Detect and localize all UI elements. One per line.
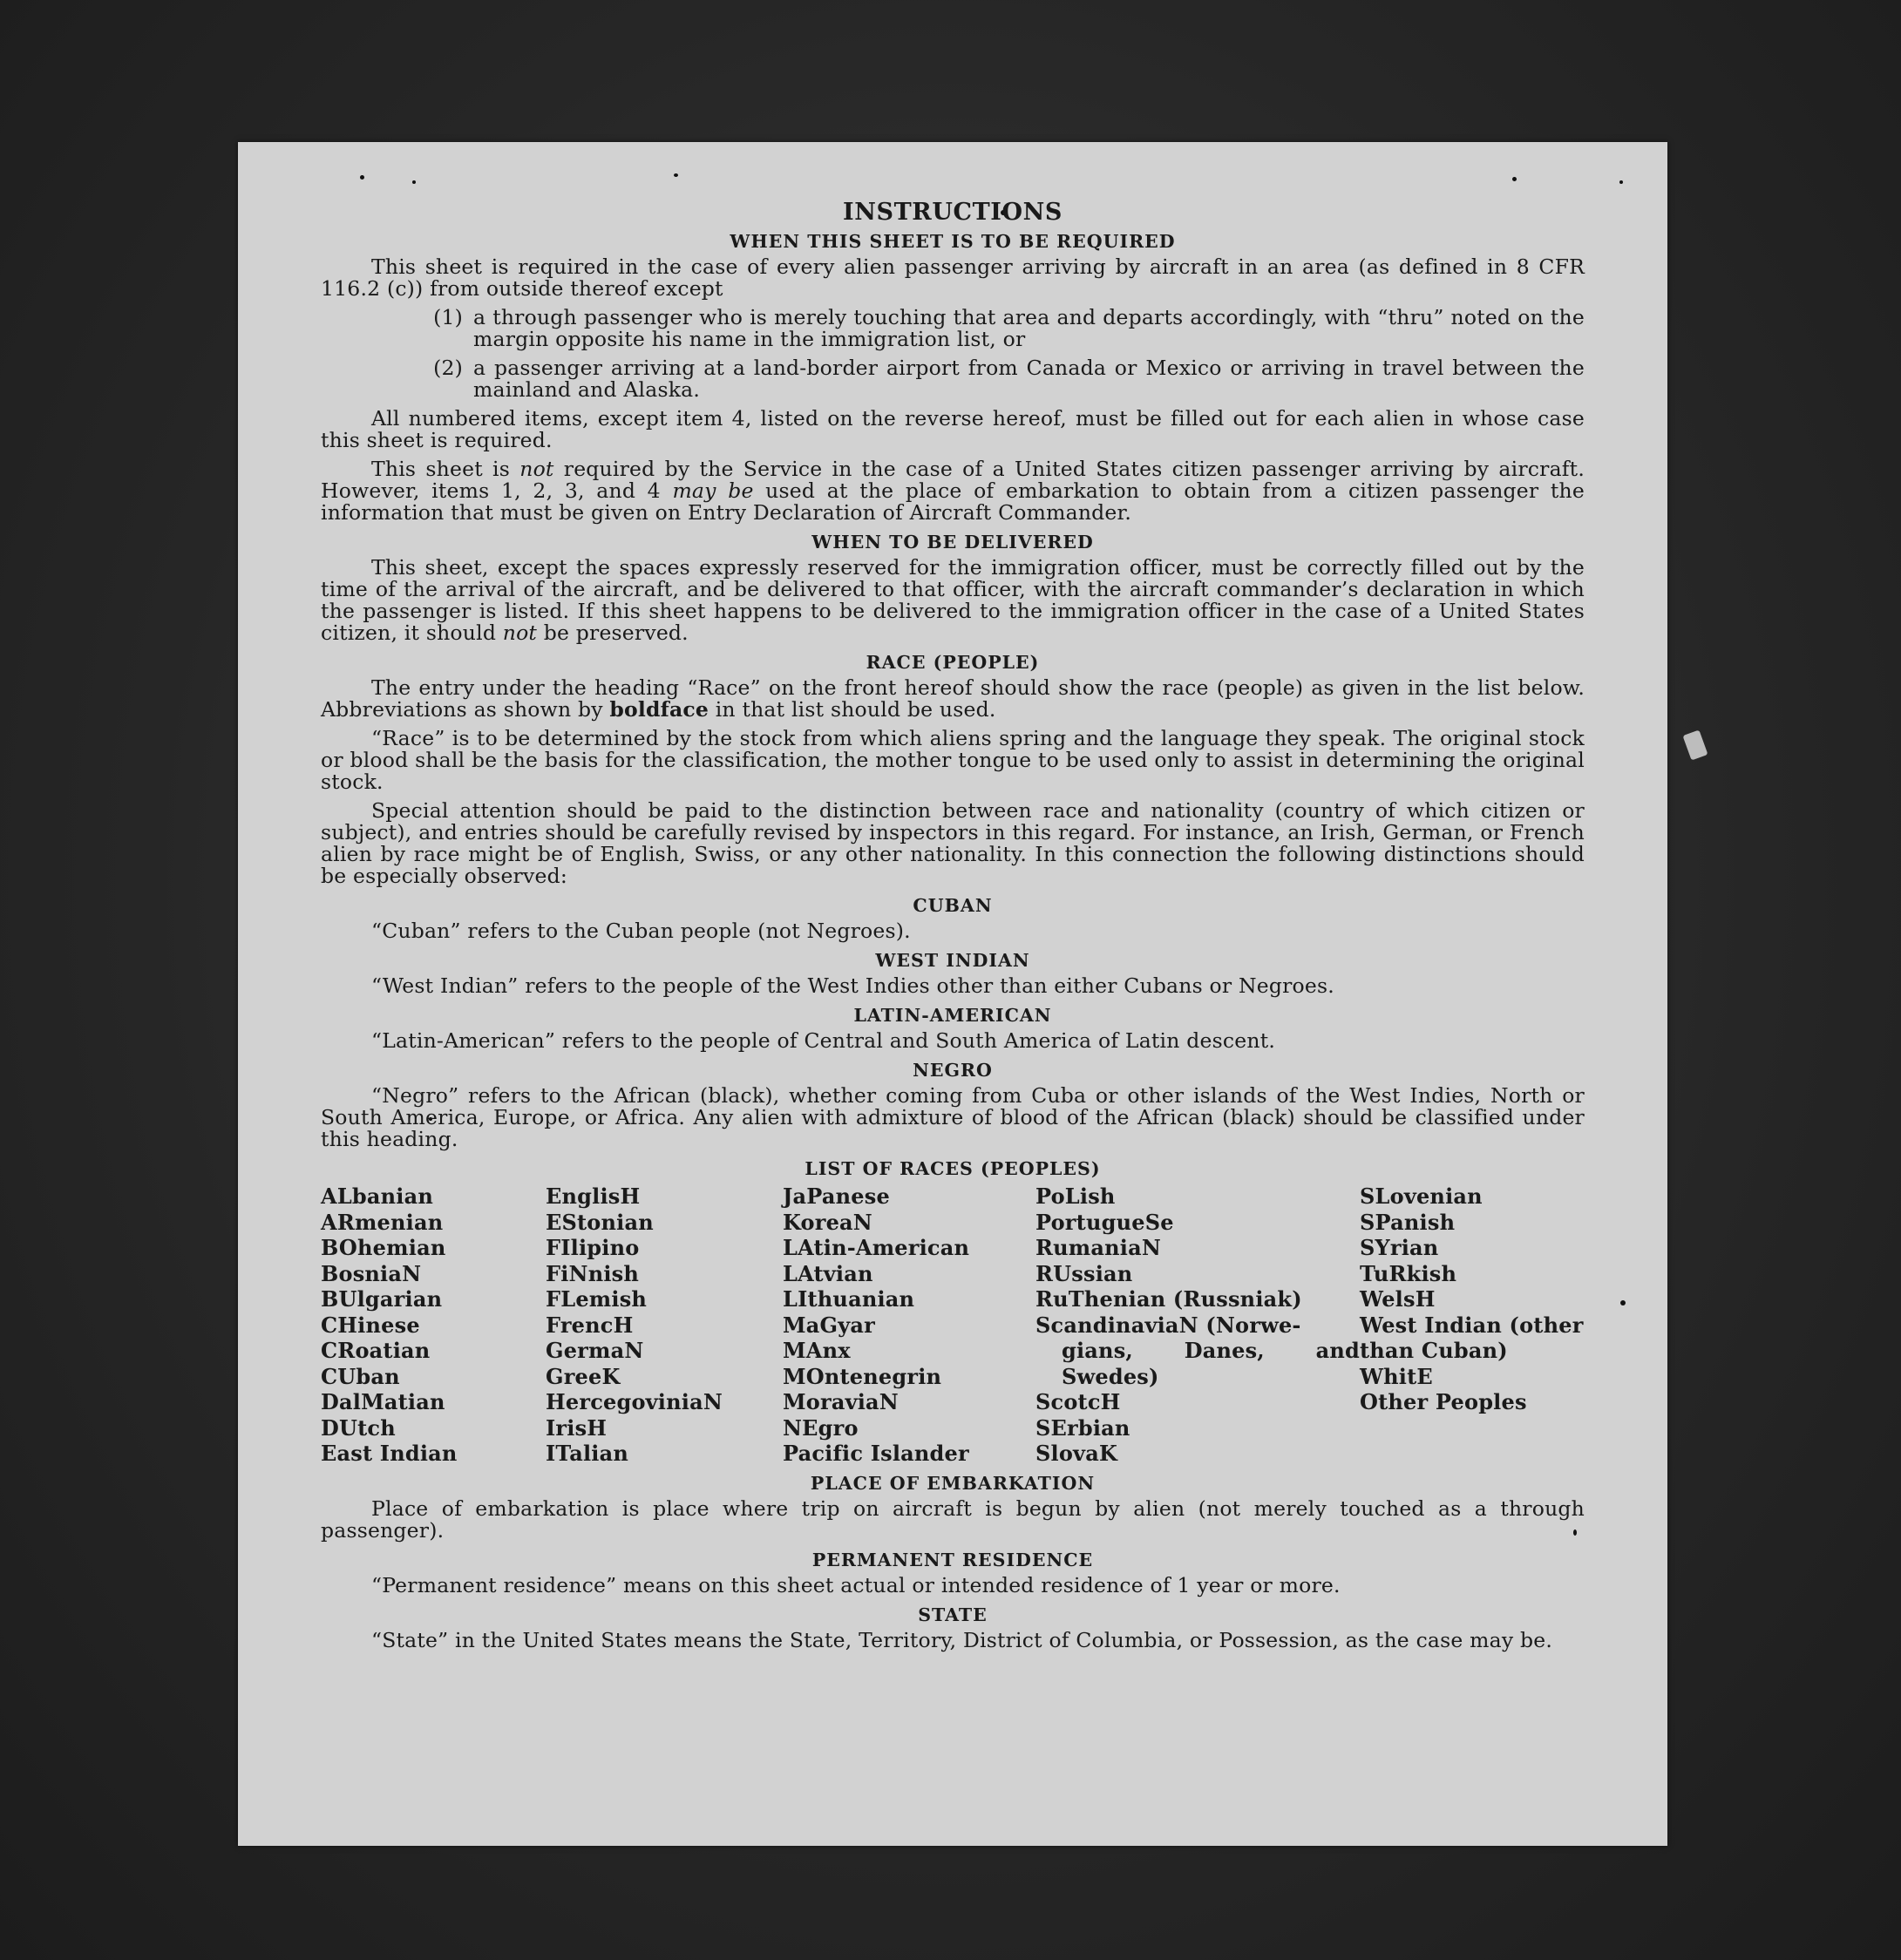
race-entry: MAnx bbox=[783, 1338, 851, 1363]
race-text-2: in that list should be used. bbox=[709, 697, 996, 722]
race-entry: MaGyar bbox=[783, 1312, 875, 1338]
race-entry: ITalian bbox=[546, 1441, 628, 1466]
race-paragraph-3: Special attention should be paid to the distinction between race and nationality (country of which citizen or subject), and entries should be carefully revised by inspectors in this regard. For instance, an Irish, German, or French alien by race might be of English, Swiss, or any other nationality. In this connection the following distinctions should be especially observed: bbox=[321, 798, 1585, 888]
races-column-2 bbox=[546, 1183, 783, 1467]
citizen-paragraph bbox=[321, 458, 1585, 524]
ink-speck bbox=[360, 175, 364, 180]
races-list bbox=[321, 1183, 1585, 1467]
when-required-intro: This sheet is required in the case of every alien passenger arriving by aircraft in an area (as defined in 8 CFR 116.2 (c)) from outside thereof except bbox=[321, 254, 1585, 301]
race-entry-scandinavian bbox=[1035, 1312, 1360, 1390]
race-entry: NEgro bbox=[783, 1414, 859, 1441]
exception-item-2 bbox=[321, 357, 1585, 401]
citizen-emphasis-not: not bbox=[519, 457, 554, 481]
heading-list-of-races: LIST OF RACES (PEOPLES) bbox=[805, 1158, 1101, 1179]
race-entry: SPanish bbox=[1360, 1209, 1456, 1235]
page-title: INSTRUCTIONS bbox=[843, 199, 1063, 226]
race-paragraph-1 bbox=[321, 677, 1585, 721]
race-entry: MoraviaN bbox=[783, 1389, 899, 1414]
race-entry: FLemish bbox=[546, 1286, 648, 1312]
ink-speck bbox=[1620, 1300, 1626, 1306]
heading-west-indian: WEST INDIAN bbox=[875, 950, 1030, 971]
scandinavian-line-1: ScandinaviaN (Norwe- bbox=[1035, 1312, 1301, 1338]
race-entry: RumaniaN bbox=[1035, 1235, 1161, 1260]
race-entry: EnglisH bbox=[546, 1183, 641, 1209]
cuban-paragraph: “Cuban” refers to the Cuban people (not Negroes). bbox=[371, 919, 911, 943]
race-entry: GermaN bbox=[546, 1338, 644, 1363]
heading-negro: NEGRO bbox=[913, 1060, 993, 1081]
heading-cuban: CUBAN bbox=[913, 895, 993, 916]
race-entry: Pacific Islander bbox=[783, 1441, 969, 1466]
races-column-1 bbox=[321, 1183, 546, 1467]
races-column-3 bbox=[783, 1183, 1035, 1467]
heading-race: RACE (PEOPLE) bbox=[866, 652, 1040, 673]
race-entry: SlovaK bbox=[1035, 1441, 1118, 1466]
race-entry: SYrian bbox=[1360, 1235, 1439, 1260]
race-entry: JaPanese bbox=[783, 1183, 890, 1209]
exception-number: (1) bbox=[433, 305, 463, 329]
citizen-text-1: This sheet is bbox=[371, 457, 520, 481]
races-column-5 bbox=[1360, 1183, 1585, 1467]
race-entry: PoLish bbox=[1035, 1183, 1116, 1209]
race-entry: ScotcH bbox=[1035, 1389, 1121, 1414]
ink-speck bbox=[1619, 180, 1623, 184]
delivered-text-1: This sheet, except the spaces expressly reserved for the immigration officer, must be correctly filled out by the time of the arrival of the aircraft, and be delivered to that officer, with the aircraft commander’s declaration in which the passenger is listed. If this sheet happens to be delivered to the immigration officer in the case of a United States citizen, it should bbox=[321, 555, 1585, 645]
race-entry: FIlipino bbox=[546, 1235, 640, 1260]
west-indian-paragraph: “West Indian” refers to the people of the West Indies other than either Cubans or Negroes. bbox=[371, 973, 1334, 998]
race-entry: TuRkish bbox=[1360, 1260, 1457, 1286]
race-entry: ARmenian bbox=[321, 1209, 444, 1235]
when-delivered-paragraph bbox=[321, 557, 1585, 644]
delivered-emphasis-not: not bbox=[502, 621, 538, 645]
ink-speck bbox=[674, 173, 678, 177]
ink-speck bbox=[1512, 177, 1517, 181]
scandinavian-line-3: Swedes) bbox=[1062, 1363, 1159, 1389]
west-indian-line-2: than Cuban) bbox=[1360, 1338, 1508, 1363]
delivered-text-2: be preserved. bbox=[537, 621, 689, 645]
race-entry: CHinese bbox=[321, 1312, 420, 1338]
numbered-items-paragraph: All numbered items, except item 4, listed on the reverse hereof, must be filled out for each alien in whose case this sheet is required. bbox=[321, 406, 1585, 452]
exception-item-1 bbox=[321, 307, 1585, 350]
race-entry: CRoatian bbox=[321, 1338, 431, 1363]
race-entry: LAtvian bbox=[783, 1260, 873, 1286]
race-entry: LIthuanian bbox=[783, 1286, 915, 1312]
race-entry: ALbanian bbox=[321, 1183, 433, 1209]
race-entry: KoreaN bbox=[783, 1209, 872, 1235]
race-entry: MOntenegrin bbox=[783, 1363, 942, 1389]
race-text-1: The entry under the heading “Race” on the front hereof should show the race (people) as given in the list below. Abbreviations as shown by bbox=[321, 675, 1585, 722]
ink-speck bbox=[412, 180, 416, 184]
race-entry: SLovenian bbox=[1360, 1183, 1483, 1209]
citizen-text-3: used at the place of embarkation to obtain from a citizen passenger the information that must be given on Entry Declaration of Aircraft Commander. bbox=[321, 478, 1585, 525]
race-entry: SErbian bbox=[1035, 1414, 1130, 1441]
race-entry: EStonian bbox=[546, 1209, 654, 1235]
race-entry: IrisH bbox=[546, 1414, 608, 1441]
race-entry: BosniaN bbox=[321, 1260, 422, 1286]
race-entry: WelsH bbox=[1360, 1286, 1436, 1312]
embarkation-paragraph: Place of embarkation is place where trip on aircraft is begun by alien (not merely touched as a through passenger). bbox=[321, 1495, 1585, 1543]
west-indian-line-1: West Indian (other bbox=[1360, 1312, 1584, 1338]
race-entry: FrencH bbox=[546, 1312, 634, 1338]
exception-text: a through passenger who is merely touching that area and departs accordingly, with “thru” noted on the margin opposite his name in the immigration list, or bbox=[473, 305, 1585, 351]
heading-state: STATE bbox=[918, 1604, 988, 1625]
citizen-text-2: required by the Service in the case of a United States citizen passenger arriving by aircraft. However, items 1, 2, 3, and 4 bbox=[321, 457, 1585, 503]
race-entry: RUssian bbox=[1035, 1260, 1133, 1286]
heading-when-delivered: WHEN TO BE DELIVERED bbox=[811, 532, 1094, 553]
heading-embarkation: PLACE OF EMBARKATION bbox=[810, 1472, 1096, 1494]
heading-permanent-residence: PERMANENT RESIDENCE bbox=[811, 1549, 1094, 1570]
race-entry: BUlgarian bbox=[321, 1286, 443, 1312]
scandinavian-line-2: gians, Danes, and bbox=[1062, 1338, 1360, 1363]
instructions-body bbox=[321, 199, 1585, 1658]
race-entry: GreeK bbox=[546, 1363, 621, 1389]
race-entry: BOhemian bbox=[321, 1235, 446, 1260]
heading-latin-american: LATIN-AMERICAN bbox=[853, 1005, 1052, 1026]
race-entry-west-indian bbox=[1360, 1312, 1585, 1364]
exception-text: a passenger arriving at a land-border airport from Canada or Mexico or arriving in travel between the mainland and Alaska. bbox=[473, 356, 1585, 402]
race-boldface-word: boldface bbox=[609, 697, 709, 722]
state-paragraph: “State” in the United States means the State, Territory, District of Columbia, or Possession, as the case may be. bbox=[371, 1627, 1553, 1652]
race-entry: DUtch bbox=[321, 1414, 396, 1441]
race-entry: PortugueSe bbox=[1035, 1209, 1174, 1235]
race-entry: WhitE bbox=[1360, 1363, 1433, 1389]
citizen-emphasis-may-be: may be bbox=[672, 478, 754, 503]
exception-number: (2) bbox=[433, 356, 463, 380]
heading-when-required: WHEN THIS SHEET IS TO BE REQUIRED bbox=[730, 231, 1176, 252]
latin-american-paragraph: “Latin-American” refers to the people of Central and South America of Latin descent. bbox=[371, 1028, 1276, 1053]
race-entry: LAtin-American bbox=[783, 1235, 970, 1260]
instruction-sheet bbox=[238, 142, 1667, 1846]
negro-paragraph: “Negro” refers to the African (black), whether coming from Cuba or other islands of the West Indies, North or South America, Europe, or Africa. Any alien with admixture of blood of the African (black) should be classified under this heading. bbox=[321, 1083, 1585, 1151]
race-entry: HercegoviniaN bbox=[546, 1389, 723, 1414]
races-column-4 bbox=[1035, 1183, 1360, 1467]
residence-paragraph: “Permanent residence” means on this sheet actual or intended residence of 1 year or more. bbox=[371, 1572, 1341, 1597]
race-entry: FiNnish bbox=[546, 1260, 640, 1286]
race-entry: DalMatian bbox=[321, 1389, 445, 1414]
race-entry: CUban bbox=[321, 1363, 400, 1389]
race-entry: East Indian bbox=[321, 1441, 458, 1466]
race-entry: RuThenian (Russniak) bbox=[1035, 1286, 1302, 1312]
race-paragraph-2: “Race” is to be determined by the stock from which aliens spring and the language they speak. The original stock or blood shall be the basis for the classification, the mother tongue to be used only to assist in determining the original stock. bbox=[321, 726, 1585, 794]
race-entry: Other Peoples bbox=[1360, 1389, 1527, 1414]
